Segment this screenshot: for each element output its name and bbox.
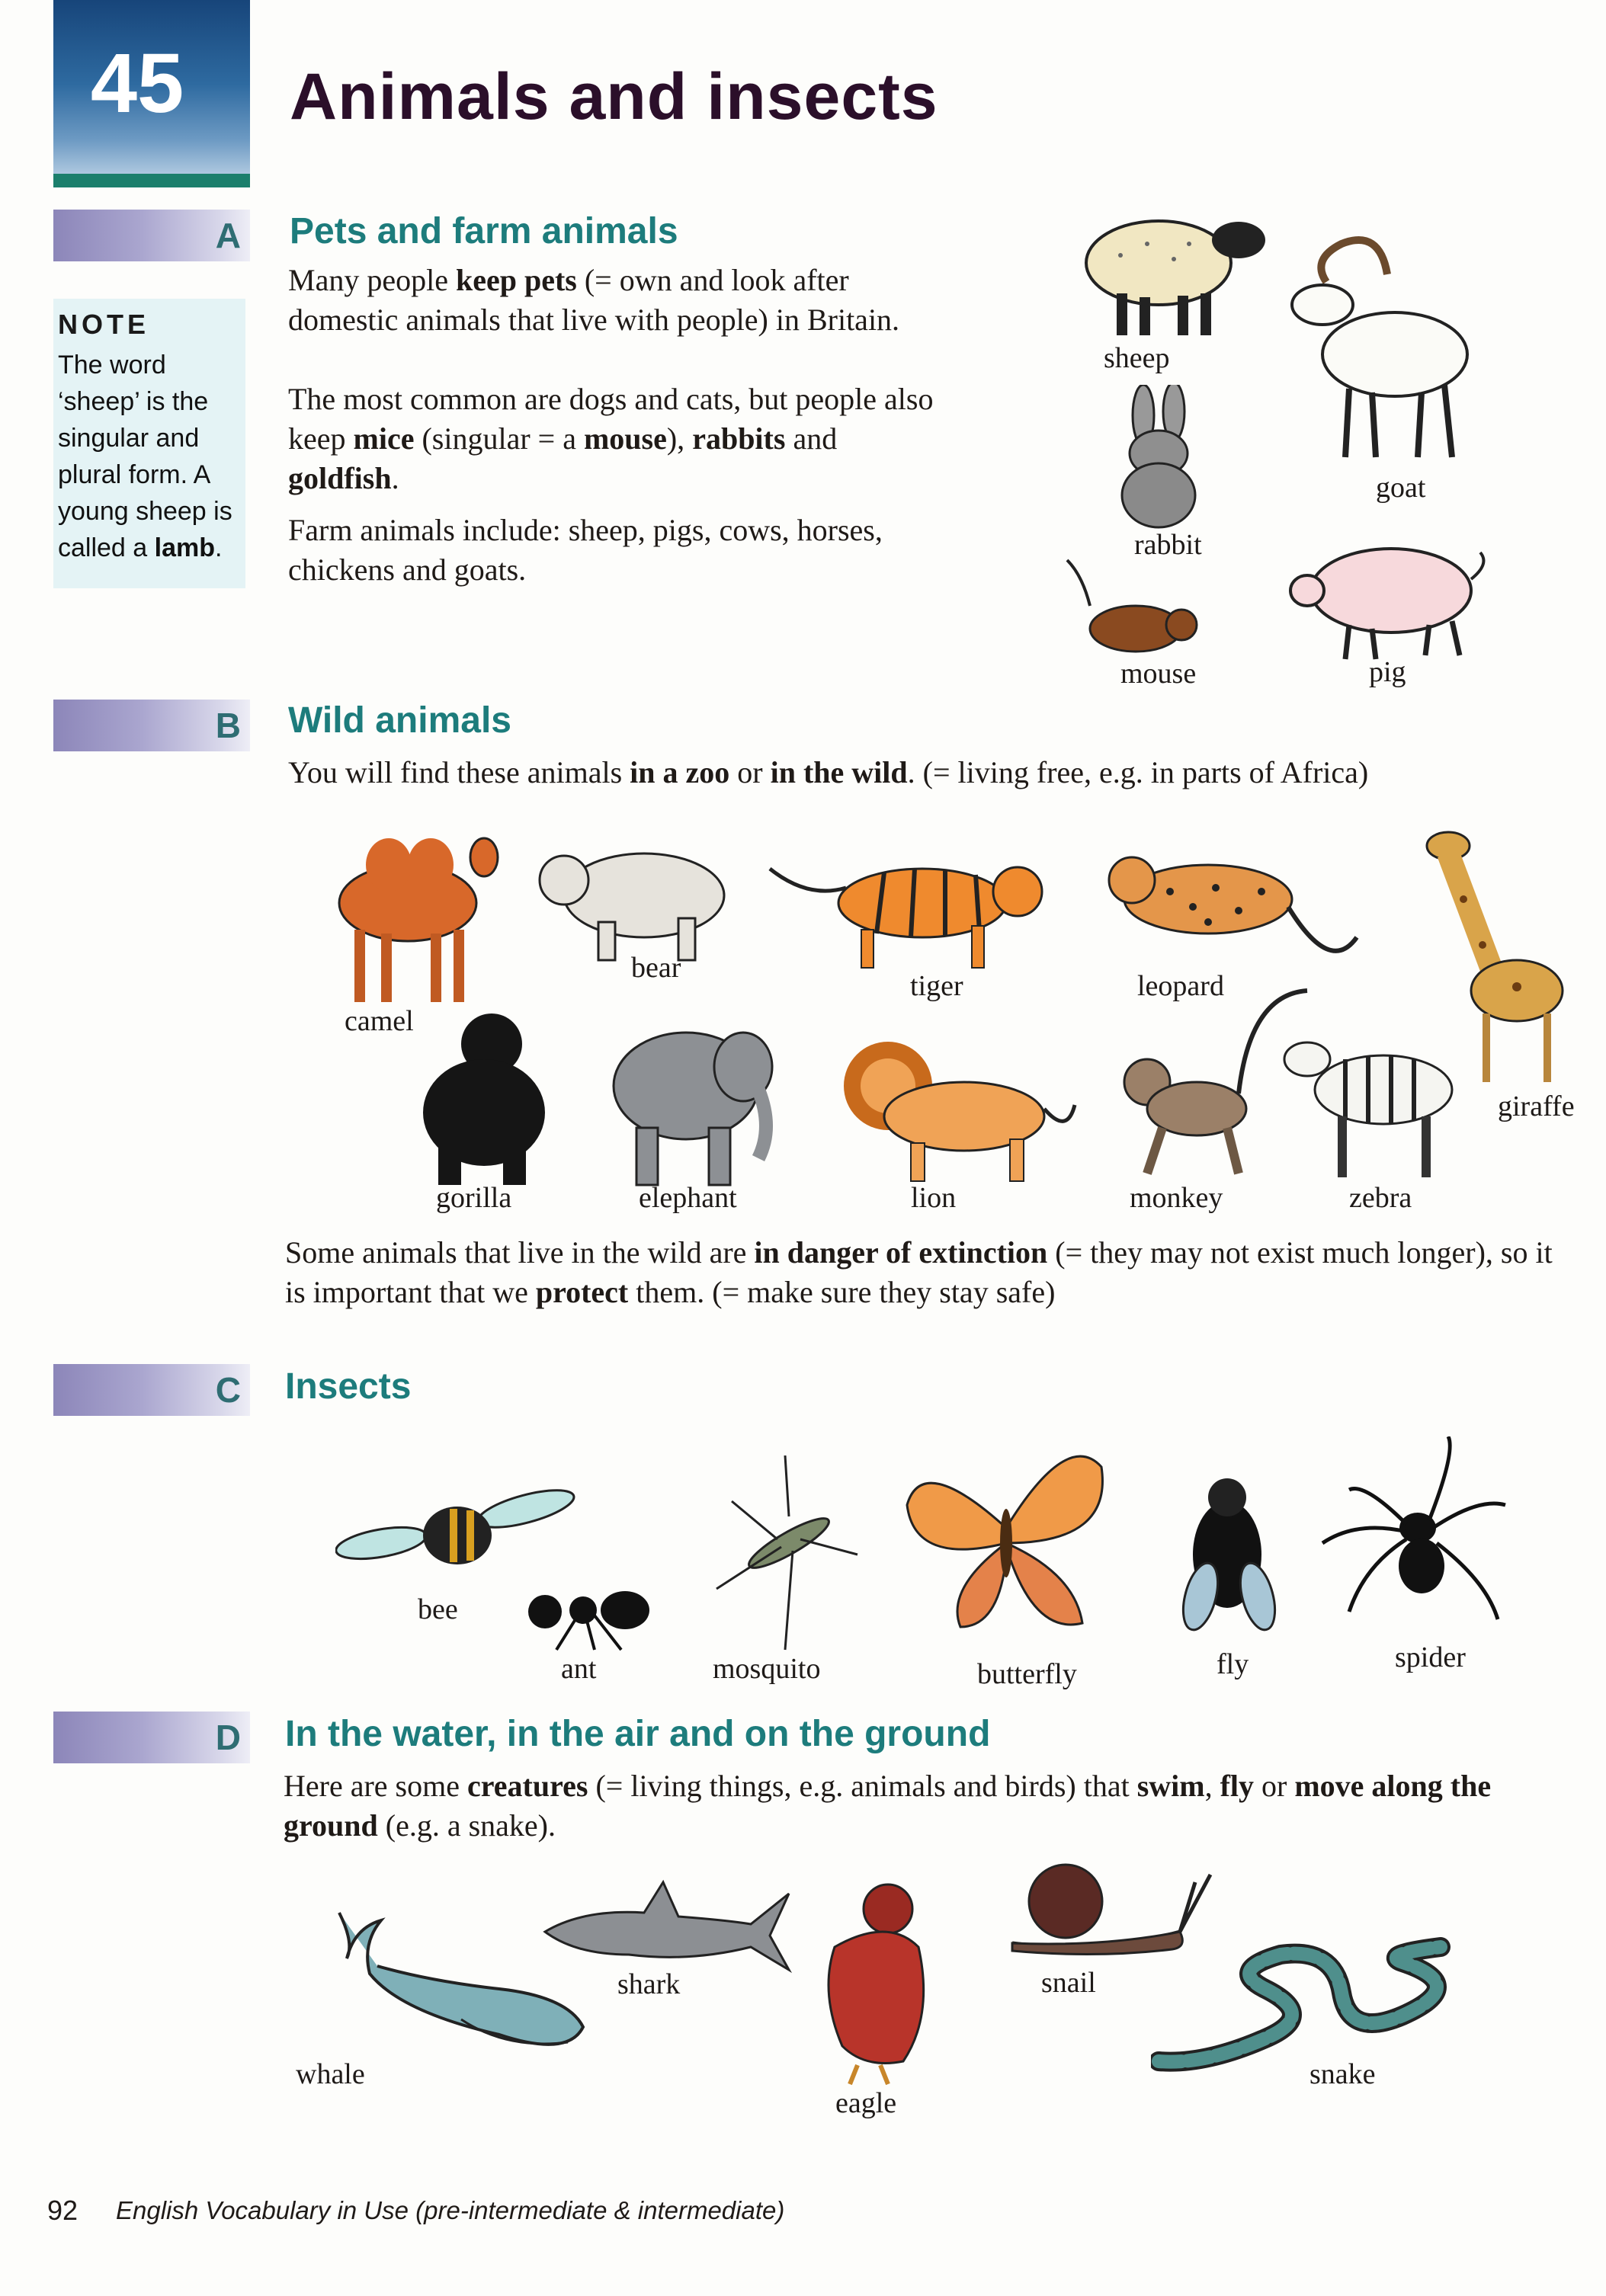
section-a-para3: Farm animals include: sheep, pigs, cows, horses, chickens and goats.: [288, 513, 883, 587]
spider-label: spider: [1395, 1641, 1466, 1673]
sheep-illustration: [1075, 183, 1273, 343]
camel-illustration: [324, 823, 499, 1006]
lion-illustration: [827, 1036, 1082, 1185]
spider-illustration: [1319, 1436, 1509, 1635]
bear-label: bear: [631, 952, 681, 984]
butterfly-label: butterfly: [977, 1658, 1077, 1690]
section-letter-d: D: [215, 1718, 241, 1757]
elephant-label: elephant: [639, 1182, 737, 1214]
section-letter-c: C: [215, 1370, 241, 1410]
book-title: English Vocabulary in Use (pre-intermediate & intermediate): [116, 2196, 785, 2224]
mouse-label: mouse: [1120, 658, 1197, 690]
fly-illustration: [1162, 1471, 1296, 1638]
section-a-para1: Many people keep pets (= own and look after domestic animals that live with people) in Britain.: [288, 263, 900, 337]
bear-illustration: [534, 838, 732, 964]
zebra-label: zebra: [1349, 1182, 1412, 1214]
section-d-intro: Here are some creatures (= living things, e.g. animals and birds) that swim, fly or move along the ground (e.g. a snake).: [284, 1769, 1492, 1843]
snake-label: snake: [1309, 2058, 1376, 2090]
snail-label: snail: [1041, 1967, 1096, 1999]
eagle-label: eagle: [835, 2087, 897, 2119]
camel-label: camel: [345, 1005, 414, 1037]
zebra-illustration: [1277, 1025, 1479, 1181]
pig-illustration: [1281, 533, 1494, 663]
section-heading-b: Wild animals: [288, 700, 511, 741]
leopard-label: leopard: [1137, 970, 1224, 1002]
mouse-illustration: [1059, 552, 1212, 667]
pig-label: pig: [1369, 656, 1406, 688]
unit-number: 45: [90, 37, 184, 130]
gorilla-label: gorilla: [436, 1182, 512, 1214]
goat-label: goat: [1376, 472, 1426, 504]
rabbit-illustration: [1109, 385, 1216, 530]
page-number: 92: [47, 2195, 79, 2226]
section-tab-a: [53, 210, 250, 261]
section-heading-d: In the water, in the air and on the ground: [285, 1714, 991, 1754]
page-title: Animals and insects: [290, 60, 938, 133]
section-letter-b: B: [215, 706, 241, 745]
section-a-para2: The most common are dogs and cats, but people also keep mice (singular = a mouse), rabbits and goldfish.: [288, 382, 934, 495]
shark-illustration: [537, 1878, 793, 1981]
ant-illustration: [522, 1574, 659, 1654]
whale-label: whale: [296, 2058, 365, 2090]
bee-label: bee: [418, 1593, 458, 1625]
unit-accent-bar: [53, 174, 250, 187]
sheep-label: sheep: [1104, 342, 1170, 374]
lion-label: lion: [911, 1182, 957, 1214]
giraffe-label: giraffe: [1498, 1090, 1575, 1122]
ant-label: ant: [561, 1653, 597, 1685]
goat-illustration: [1281, 229, 1486, 465]
section-b-intro: You will find these animals in a zoo or in the wild. (= living free, e.g. in parts of Africa): [288, 755, 1369, 789]
gorilla-illustration: [412, 1010, 553, 1189]
tiger-label: tiger: [910, 970, 963, 1002]
eagle-illustration: [804, 1878, 938, 2088]
fly-label: fly: [1217, 1648, 1249, 1680]
elephant-illustration: [602, 1006, 785, 1189]
shark-label: shark: [617, 1968, 681, 2000]
note-text: The word ‘sheep’ is the singular and plural form. A young sheep is called a lamb.: [58, 351, 232, 562]
section-tab-b: [53, 700, 250, 751]
rabbit-label: rabbit: [1134, 529, 1202, 561]
leopard-illustration: [1101, 846, 1368, 979]
snake-illustration: [1151, 1932, 1471, 2077]
tiger-illustration: [762, 846, 1052, 972]
butterfly-illustration: [892, 1436, 1124, 1638]
mosquito-label: mosquito: [713, 1653, 821, 1685]
section-tab-d: [53, 1712, 250, 1763]
section-letter-a: A: [215, 216, 241, 255]
section-heading-c: Insects: [285, 1366, 412, 1407]
section-b-outro: Some animals that live in the wild are in danger of extinction (= they may not exist much longer), so it is important that we protect them. (= make sure they stay safe): [285, 1235, 1553, 1309]
mosquito-illustration: [709, 1455, 861, 1654]
note-title: NOTE: [58, 309, 150, 340]
section-tab-c: [53, 1364, 250, 1416]
monkey-label: monkey: [1130, 1182, 1223, 1214]
section-heading-a: Pets and farm animals: [290, 211, 678, 251]
